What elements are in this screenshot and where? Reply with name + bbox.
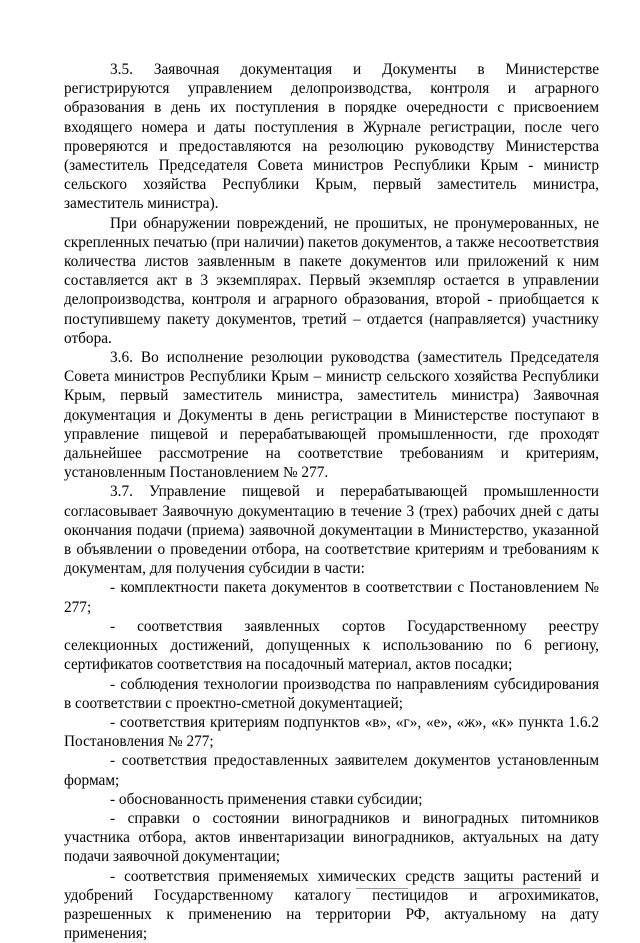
paragraph-3-7: 3.7. Управление пищевой и перерабатывающей промышленности согласовывает Заявочную документацию в течение 3 (трех) рабочих дней с даты окончания подачи (приема) заявочной документации в Министерство, указанной в объявлении о проведении отбора, на соответствие критериям и требованиям к документам, для получения субсидии в части: xyxy=(64,483,599,578)
paragraph-3-5: 3.5. Заявочная документация и Документы в Министерстве регистрируются управлением делопроизводства, контроля и аграрного образования в день их поступления в порядке очередности с присвоением входящего номера и даты поступления в Журнале регистрации, после чего проверяются и предоставляются на резолюцию руководству Министерства (заместитель Председателя Совета министров Республики Крым - министр сельского хозяйства Республики Крым, первый заместитель министра, заместитель министра). xyxy=(64,61,599,213)
list-item-chemicals-catalog: - соответствия применяемых химических средств защиты растений и удобрений Государственному каталогу пестицидов и агрохимикатов, разрешенных к применению на территории РФ, актуальному на дату применения; xyxy=(64,867,599,943)
list-item-production-technology: - соблюдения технологии производства по направлениям субсидирования в соответствии с проектно-сметной документацией; xyxy=(64,675,599,712)
document-body xyxy=(64,60,599,943)
footer-divider-segment xyxy=(430,888,580,889)
list-item-subsidy-rate: - обоснованность применения ставки субсидии; xyxy=(110,790,423,808)
list-item-package-completeness: - комплектности пакета документов в соответствии с Постановлением № 277; xyxy=(64,579,599,616)
list-item-criteria-subpoints: - соответствия критериям подпунктов «в», «г», «е», «ж», «к» пункта 1.6.2 Постановления № 277; xyxy=(64,713,599,751)
paragraph-3-6: 3.6. Во исполнение резолюции руководства (заместитель Председателя Совета министров Республики Крым – министр сельского хозяйства Республики Крым, первый заместитель министра, заместитель министра) Заявочная документация и Документы в день регистрации в Министерстве поступают в управление пищевой и перерабатывающей промышленности, где проходят дальнейшее рассмотрение на соответствие требованиям и критериям, установленным Постановлением № 277. xyxy=(64,349,599,482)
paragraph-damage-act: При обнаружении повреждений, не прошитых, не пронумерованных, не скрепленных печатью (при наличии) пакетов документов, а также несоответствия количества листов заявленным в пакете документов или приложений к ним составляется акт в 3 экземплярах. Первый экземпляр остается в управлении делопроизводства, контроля и аграрного образования, второй - приобщается к поступившему пакету документов, третий – отдается (направляется) участнику отбора. xyxy=(64,214,599,347)
footer-divider-segment xyxy=(356,888,408,889)
list-item-varieties-registry: - соответствия заявленных сортов Государственному реестру селекционных достижений, допущенных к использованию по 6 региону, сертификатов соответствия на посадочный материал, актов посадки; xyxy=(64,617,599,674)
list-item-vineyard-reports: - справки о состоянии виноградников и виноградных питомников участника отбора, актов инвентаризации виноградников, актуальных на дату подачи заявочной документации; xyxy=(64,809,599,866)
list-item-document-forms: - соответствия предоставленных заявителем документов установленным формам; xyxy=(64,752,599,789)
